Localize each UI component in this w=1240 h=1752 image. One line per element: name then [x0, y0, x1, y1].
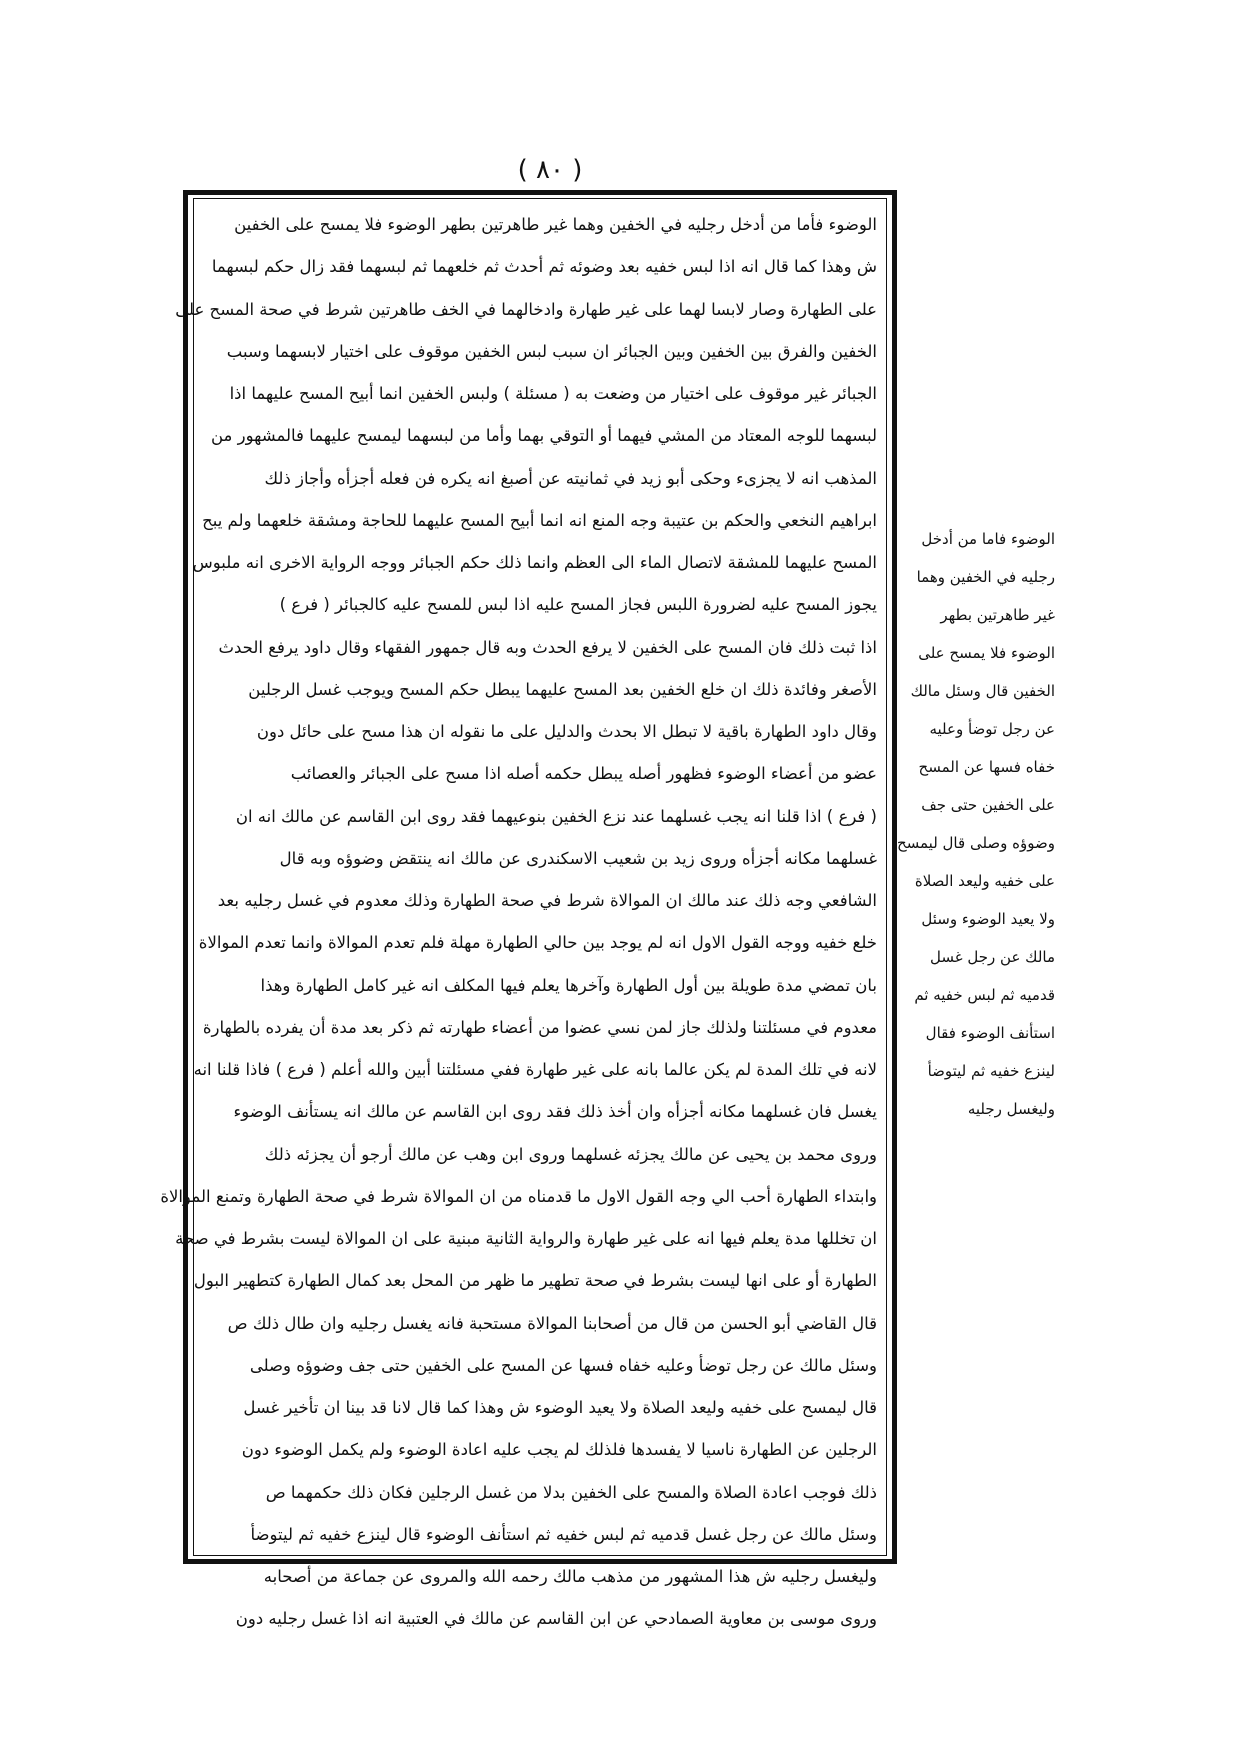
main-text-line: عضو من أعضاء الوضوء فظهور أصله يبطل حكمه أصله اذا مسح على الجبائر والعصائب	[290, 764, 877, 784]
page-number: ( ٨٠ )	[517, 155, 583, 185]
margin-note-line: ولا يعيد الوضوء وسئل	[921, 910, 1055, 928]
margin-note	[896, 520, 1055, 1200]
main-text-line: الرجلين عن الطهارة ناسيا لا يفسدها فلذلك لم يجب عليه اعادة الوضوء ولم يكمل الوضوء دون	[241, 1440, 877, 1460]
main-text-line: الوضوء فأما من أدخل رجليه في الخفين وهما غير طاهرتين بطهر الوضوء فلا يمسح على الخفين	[234, 215, 877, 234]
margin-note-line: وليغسل رجليه	[967, 1100, 1055, 1118]
main-text-line: ( فرع ) اذا قلنا انه يجب غسلهما عند نزع الخفين بنوعيهما فقد روى ابن القاسم عن مالك انه ان	[235, 806, 877, 826]
main-text-line: الخفين والفرق بين الخفين وبين الجبائر ان سبب لبس الخفين موقوف على اختيار لابسهما وسبب	[226, 341, 877, 361]
main-text-line: بان تمضي مدة طويلة بين أول الطهارة وآخرها يعلم فيها المكلف انه غير كامل الطهارة وهذا	[260, 975, 877, 995]
main-text-line: على الطهارة وصار لابسا لهما على غير طهارة وادخالهما في الخف طاهرتين شرط في صحة المسح على	[175, 299, 877, 319]
main-text-line: ذلك فوجب اعادة الصلاة والمسح على الخفين بدلا من غسل الرجلين فكان ذلك حكمهما ص	[265, 1482, 877, 1502]
main-text-line: الطهارة أو على انها ليست بشرط في صحة تطهير ما ظهر من المحل بعد كمال الطهارة كتطهير البول	[193, 1271, 877, 1291]
margin-note-line: غير طاهرتين بطهر	[940, 606, 1055, 624]
main-text-line: قال القاضي أبو الحسن من قال من أصحابنا الموالاة مستحبة فانه يغسل رجليه وان طال ذلك ص	[227, 1313, 877, 1333]
main-text-line: لبسهما للوجه المعتاد من المشي فيهما أو التوقي بهما وأما من لبسهما ليمسح عليهما فالمشهور من	[210, 426, 877, 446]
margin-note-line: خفاه فسها عن المسح	[918, 758, 1055, 776]
main-text-line: وقال داود الطهارة باقية لا تبطل الا بحدث والدليل على ما نقوله ان هذا مسح على حائل دون	[256, 722, 877, 741]
main-text-line: معدوم في مسئلتنا ولذلك جاز لمن نسي عضوا من أعضاء طهارته ثم ذكر بعد مدة أن يفرده بالطهارة	[202, 1017, 877, 1037]
margin-note-line: على الخفين حتى جف	[921, 796, 1055, 814]
main-text-line: غسلهما مكانه أجزأه وروى زيد بن شعيب الاسكندرى عن مالك انه ينتقض وضوؤه وبه قال	[279, 848, 877, 868]
main-text-line: ابراهيم النخعي والحكم بن عتيبة وجه المنع انه انما أبيح المسح عليهما للحاجة ومشقة خلعهما ولم يبح	[202, 510, 877, 530]
margin-note-line: على خفيه وليعد الصلاة	[914, 872, 1055, 890]
main-text-line: وروى موسى بن معاوية الصمادحي عن ابن القاسم عن مالك في العتبية انه اذا غسل رجليه دون	[235, 1609, 877, 1629]
margin-note-line: قدميه ثم لبس خفيه ثم	[914, 986, 1055, 1004]
margin-note-line: الوضوء فاما من أدخل	[921, 530, 1055, 548]
main-text-line: المسح عليهما للمشقة لاتصال الماء الى العظم وانما ذلك حكم الجبائر ووجه الرواية الاخرى انه ملبوس	[192, 553, 877, 572]
main-text-line: وليغسل رجليه ش هذا المشهور من مذهب مالك رحمه الله والمروى عن جماعة من أصحابه	[263, 1567, 877, 1586]
main-text-line: اذا ثبت ذلك فان المسح على الخفين لا يرفع الحدث وبه قال جمهور الفقهاء وقال داود يرفع الحدث	[218, 637, 877, 657]
main-text-line: وسئل مالك عن رجل غسل قدميه ثم لبس خفيه ثم استأنف الوضوء قال لينزع خفيه ثم ليتوضأ	[250, 1524, 877, 1544]
main-text-line: الشافعي وجه ذلك عند مالك ان الموالاة شرط في صحة الطهارة وذلك معدوم في غسل رجليه بعد	[217, 891, 877, 910]
main-text-line: المذهب انه لا يجزىء وحكى أبو زيد في ثمانيته عن أصبغ انه يكره فن فعله أجزأه وأجاز ذلك	[264, 468, 877, 488]
main-text-line: وروى محمد بن يحيى عن مالك يجزئه غسلهما وروى ابن وهب عن مالك أرجو أن يجزئه ذلك	[264, 1144, 877, 1164]
main-text-line: يغسل فان غسلهما مكانه أجزأه وان أخذ ذلك فقد روى ابن القاسم عن مالك انه يستأنف الوضوء	[233, 1102, 877, 1122]
main-text-line: يجوز المسح عليه لضرورة اللبس فجاز المسح عليه اذا لبس للمسح عليه كالجبائر ( فرع )	[279, 595, 877, 615]
main-text-block	[160, 204, 883, 1629]
margin-note-line: الخفين قال وسئل مالك	[910, 682, 1055, 700]
main-text-line: الأصغر وفائدة ذلك ان خلع الخفين بعد المسح عليهما يبطل حكم المسح ويوجب غسل الرجلين	[248, 679, 877, 699]
margin-note-line: الوضوء فلا يمسح على	[918, 644, 1055, 662]
margin-note-line: مالك عن رجل غسل	[930, 948, 1055, 966]
main-text-line: لانه في تلك المدة لم يكن عالما بانه على غير طهارة ففي مسئلتنا أبين والله أعلم ( فرع ) فاذا قلنا انه	[193, 1060, 877, 1079]
main-text-line: ش وهذا كما قال انه اذا لبس خفيه بعد وضوئه ثم أحدث ثم خلعهما ثم لبسهما فقد زال حكم لبسهما	[211, 257, 877, 277]
margin-note-line: عن رجل توضأ وعليه	[929, 720, 1055, 738]
margin-note-line: استأنف الوضوء فقال	[925, 1024, 1055, 1042]
main-text-line: قال ليمسح على خفيه وليعد الصلاة ولا يعيد الوضوء ش وهذا كما قال لانا قد بينا ان تأخير غسل	[243, 1398, 877, 1417]
main-text-line: وسئل مالك عن رجل توضأ وعليه خفاه فسها عن المسح على الخفين حتى جف وضوؤه وصلى	[249, 1355, 877, 1375]
margin-note-line: رجليه في الخفين وهما	[916, 568, 1055, 586]
main-text-line: خلع خفيه ووجه القول الاول انه لم يوجد بين حالي الطهارة مهلة فلم تعدم الموالاة وانما تعدم الموالاة	[198, 933, 877, 953]
main-text-line: وابتداء الطهارة أحب الي وجه القول الاول ما قدمناه من ان الموالاة شرط في صحة الطهارة وتمنع الموالاة	[160, 1186, 877, 1206]
main-text-line: ان تخللها مدة يعلم فيها انه على غير طهارة والرواية الثانية مبنية على ان الموالاة ليست بشرط في صحة	[175, 1229, 877, 1248]
margin-note-line: وضوؤه وصلى قال ليمسح	[896, 834, 1055, 852]
main-text-line: الجبائر غير موقوف على اختيار من وضعت به ( مسئلة ) ولبس الخفين انما أبيح المسح عليهما اذا	[229, 384, 877, 403]
margin-note-line: لينزع خفيه ثم ليتوضأ	[927, 1062, 1055, 1080]
